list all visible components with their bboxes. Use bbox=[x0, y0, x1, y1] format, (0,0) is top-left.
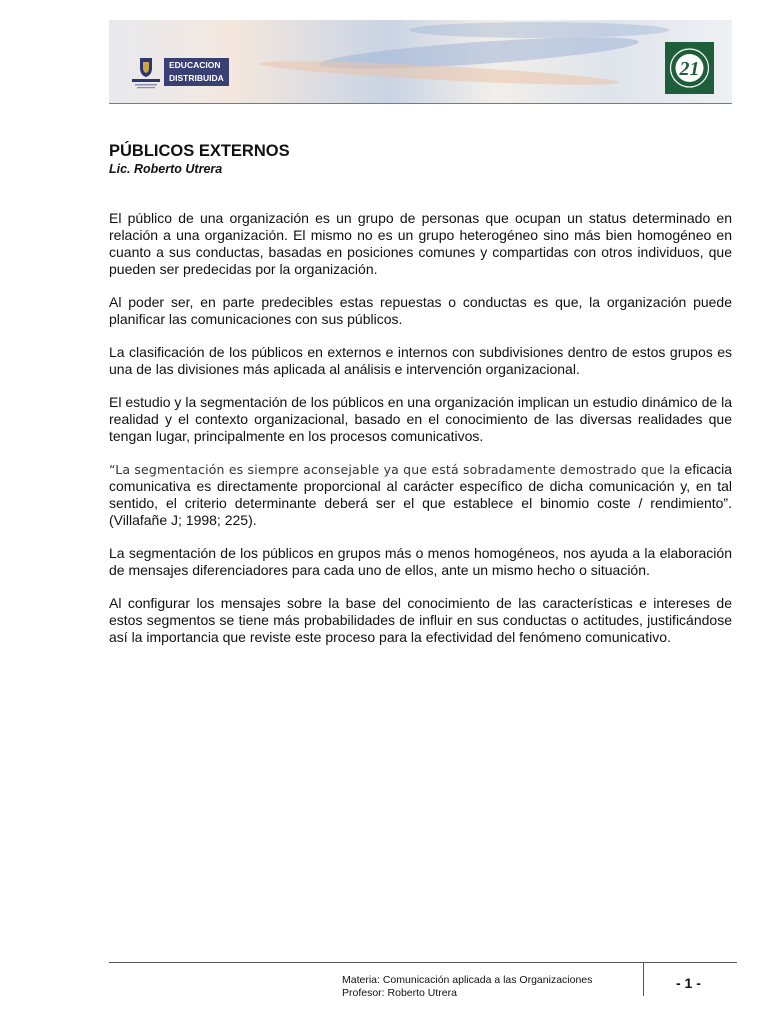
paragraph: Al configurar los mensajes sobre la base del conocimiento de las características e intereses de estos segmentos se tiene más probabilidades de influir en sus conductas o actitudes, justificándose así la importancia que reviste este proceso para la efectividad del fenómeno comunicativo. bbox=[109, 595, 732, 645]
paragraph: Al poder ser, en parte predecibles estas repuestas o conductas es que, la organización puede planificar las comunicaciones con sus públicos. bbox=[109, 294, 732, 327]
document-author: Lic. Roberto Utrera bbox=[109, 162, 223, 176]
quote-paragraph bbox=[109, 461, 732, 529]
paragraph: El estudio y la segmentación de los públicos en una organización implican un estudio dinámico de la realidad y el contexto organizacional, basado en el conocimiento de las diversas realidades que tengan lugar, principalmente en los procesos comunicativos. bbox=[109, 394, 732, 444]
universidad-21-logo-icon bbox=[665, 42, 714, 94]
quote-first-line: “La segmentación es siempre aconsejable ya que está sobradamente demostrado que la bbox=[109, 462, 681, 477]
footer-info bbox=[342, 974, 592, 1000]
paragraph: La clasificación de los públicos en externos e internos con subdivisiones dentro de estos grupos es una de las divisiones más aplicada al análisis e intervención organizacional. bbox=[109, 344, 732, 377]
logo-text-box bbox=[164, 58, 229, 86]
educacion-distribuida-logo bbox=[131, 56, 231, 89]
header-divider bbox=[109, 103, 732, 104]
paragraph: El público de una organización es un grupo de personas que ocupan un status determinado en relación a una organización. El mismo no es un grupo heterogéneo sino más bien homogéneo en cuanto a sus conductas, basadas en posiciones comunes y compartidas con otros individuos, que pueden ser predecidas por la organización. bbox=[109, 210, 732, 277]
footer-professor: Profesor: Roberto Utrera bbox=[342, 987, 457, 999]
quote-rest: eficacia comunicativa es directamente proporcional al carácter específico de dicha comunicación y, en tal sentido, el criterio determinante deberá ser el que establece el binomio coste / rendimiento”. (Villafañe J; 1998; 225). bbox=[109, 461, 732, 528]
document-title: PÚBLICOS EXTERNOS bbox=[109, 142, 290, 160]
paragraph: La segmentación de los públicos en grupos más o menos homogéneos, nos ayuda a la elaboración de mensajes diferenciadores para cada uno de ellos, ante un mismo hecho o situación. bbox=[109, 545, 732, 578]
logo-line-1: EDUCACION bbox=[169, 60, 221, 70]
footer-subject: Materia: Comunicación aplicada a las Organizaciones bbox=[342, 974, 593, 986]
crest-icon bbox=[131, 56, 161, 89]
document-body bbox=[109, 210, 732, 662]
logo-21-text: 21 bbox=[679, 58, 700, 80]
banner-swoosh bbox=[409, 22, 669, 38]
footer-vertical-divider bbox=[643, 962, 644, 996]
logo-line-2: DISTRIBUIDA bbox=[169, 73, 224, 83]
page-number: - 1 - bbox=[676, 975, 701, 991]
